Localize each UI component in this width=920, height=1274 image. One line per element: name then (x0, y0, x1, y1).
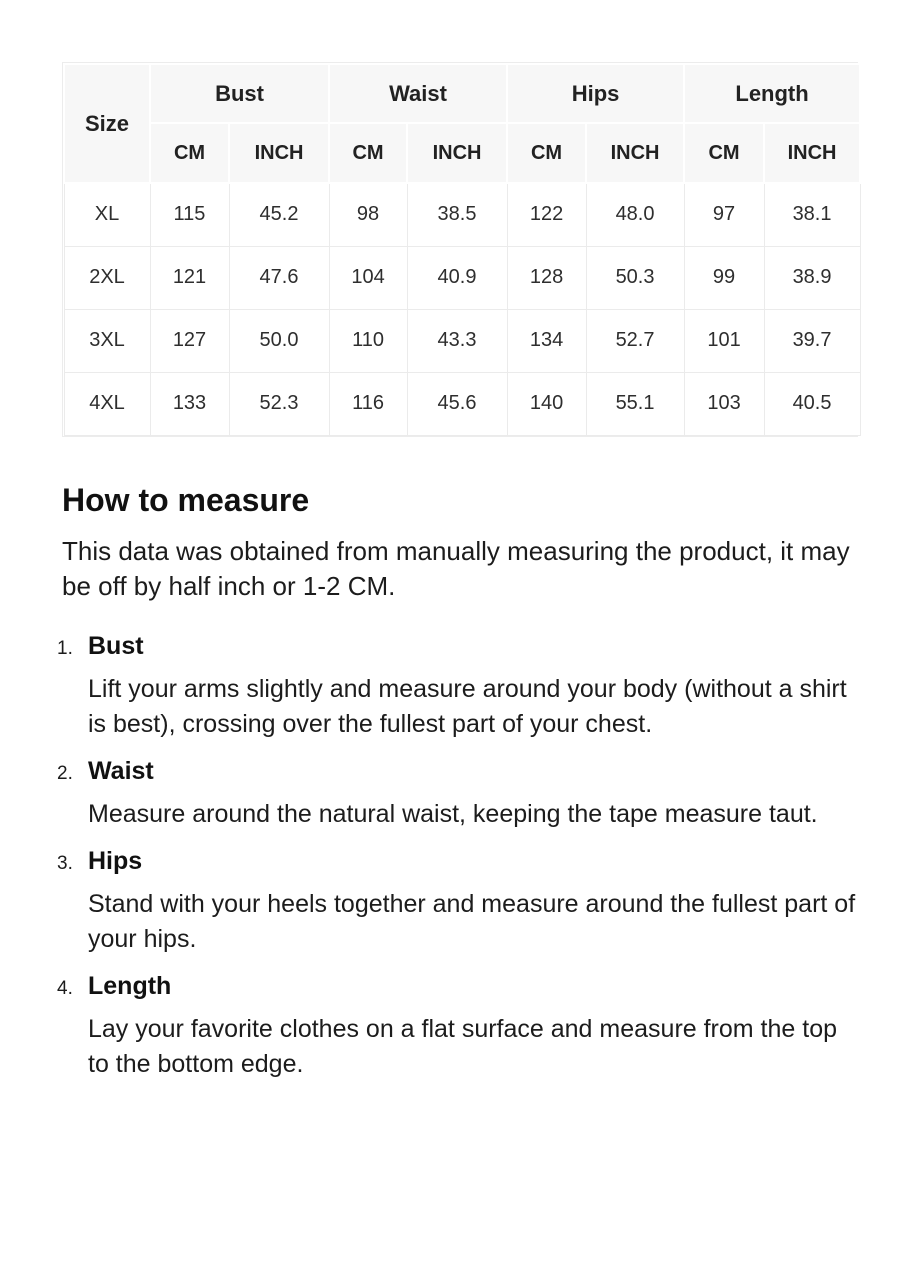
step-number: 4. (57, 977, 73, 999)
size-chart-table (63, 63, 861, 436)
value-cell: 122 (507, 183, 586, 246)
measure-disclaimer-text: This data was obtained from manually measuring the product, it may be off by half inch or 1-2 CM. (62, 535, 850, 601)
value-cell: 52.3 (229, 372, 329, 435)
value-cell: 50.0 (229, 309, 329, 372)
value-cell: 127 (150, 309, 229, 372)
size-cell: 3XL (64, 309, 150, 372)
value-cell: 55.1 (586, 372, 684, 435)
value-cell: 43.3 (407, 309, 507, 372)
step-title: Length (88, 971, 172, 1000)
value-cell: 115 (150, 183, 229, 246)
value-cell: 99 (684, 246, 764, 309)
table-row (64, 183, 860, 246)
unit-header-cm: CM (150, 123, 229, 183)
step-title: Hips (88, 846, 143, 875)
value-cell: 104 (329, 246, 407, 309)
value-cell: 45.2 (229, 183, 329, 246)
unit-header-cm: CM (507, 123, 586, 183)
unit-header-cm: CM (329, 123, 407, 183)
unit-header-inch: INCH (229, 123, 329, 183)
value-cell: 101 (684, 309, 764, 372)
size-column-header: Size (64, 64, 150, 183)
table-row (64, 372, 860, 435)
value-cell: 38.1 (764, 183, 860, 246)
value-cell: 133 (150, 372, 229, 435)
step-description: Lay your favorite clothes on a flat surface and measure from the top to the bottom edge. (88, 1014, 838, 1078)
size-chart (62, 62, 858, 437)
step-title: Waist (88, 756, 154, 785)
size-cell: 2XL (64, 246, 150, 309)
size-cell: 4XL (64, 372, 150, 435)
how-to-measure-heading: How to measure (62, 481, 310, 518)
value-cell: 110 (329, 309, 407, 372)
value-cell: 98 (329, 183, 407, 246)
measure-step-waist (57, 754, 858, 832)
value-cell: 40.9 (407, 246, 507, 309)
size-guide-page (0, 62, 920, 1274)
table-row (64, 309, 860, 372)
value-cell: 103 (684, 372, 764, 435)
value-cell: 39.7 (764, 309, 860, 372)
value-cell: 140 (507, 372, 586, 435)
measure-step-length (57, 969, 858, 1082)
measure-step-bust (57, 629, 858, 742)
step-header (57, 844, 858, 878)
value-cell: 97 (684, 183, 764, 246)
step-number: 3. (57, 852, 73, 874)
unit-header-inch: INCH (586, 123, 684, 183)
value-cell: 121 (150, 246, 229, 309)
value-cell: 38.5 (407, 183, 507, 246)
group-header-hips: Hips (507, 64, 684, 123)
unit-header-cm: CM (684, 123, 764, 183)
value-cell: 116 (329, 372, 407, 435)
unit-header-inch: INCH (407, 123, 507, 183)
step-description: Lift your arms slightly and measure around your body (without a shirt is best), crossing over the fullest part of your chest. (88, 674, 847, 738)
step-number: 1. (57, 637, 73, 659)
how-to-measure-section (57, 481, 858, 1082)
value-cell: 52.7 (586, 309, 684, 372)
value-cell: 134 (507, 309, 586, 372)
step-description: Measure around the natural waist, keeping the tape measure taut. (88, 799, 818, 828)
group-header-bust: Bust (150, 64, 329, 123)
value-cell: 45.6 (407, 372, 507, 435)
step-number: 2. (57, 762, 73, 784)
measure-step-hips (57, 844, 858, 957)
group-header-waist: Waist (329, 64, 507, 123)
step-header (57, 754, 858, 788)
size-cell: XL (64, 183, 150, 246)
value-cell: 47.6 (229, 246, 329, 309)
value-cell: 50.3 (586, 246, 684, 309)
value-cell: 48.0 (586, 183, 684, 246)
step-description: Stand with your heels together and measure around the fullest part of your hips. (88, 889, 856, 953)
step-header (57, 629, 858, 663)
value-cell: 128 (507, 246, 586, 309)
value-cell: 38.9 (764, 246, 860, 309)
measure-steps-list (57, 629, 858, 1082)
table-row (64, 246, 860, 309)
unit-header-inch: INCH (764, 123, 860, 183)
step-header (57, 969, 858, 1003)
group-header-length: Length (684, 64, 860, 123)
step-title: Bust (88, 631, 144, 660)
value-cell: 40.5 (764, 372, 860, 435)
